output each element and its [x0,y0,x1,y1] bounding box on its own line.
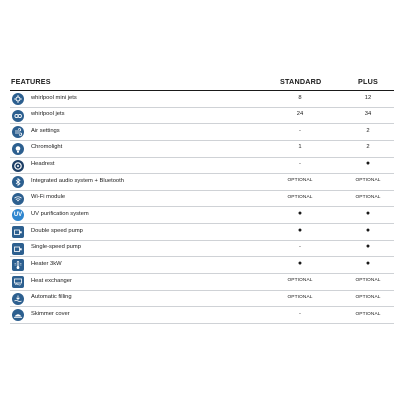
table-row [10,91,394,108]
pump-icon [12,226,24,238]
plus-value: ● [365,160,371,168]
row-label: whirlpool mini jets [31,94,77,101]
light-icon [12,143,24,155]
jets-icon [12,93,24,105]
headrest-icon [12,160,24,172]
table-row [10,158,394,175]
plus-value: OPTIONAL [355,178,381,184]
plus-value: ● [365,226,371,234]
standard-value: - [299,310,301,317]
standard-value: - [299,244,301,251]
row-label: Headrest [31,161,55,168]
standard-value: ● [297,226,303,234]
table-row [10,241,394,258]
row-label: UV purification system [31,210,89,217]
standard-value: 1 [298,144,302,151]
plus-value: 2 [366,144,370,151]
plus-value: 2 [366,127,370,134]
standard-value: OPTIONAL [287,278,313,284]
standard-value: ● [297,209,303,217]
heater-icon [12,259,24,271]
plus-value: 12 [364,94,372,101]
plus-value: OPTIONAL [355,195,381,201]
row-label: Automatic filling [31,294,72,301]
features-header: FEATURES [11,77,51,86]
row-label: Integrated audio system + Bluetooth [31,177,124,184]
table-row [10,191,394,208]
cover-icon [12,309,24,321]
table-row [10,224,394,241]
bluetooth-icon [12,176,24,188]
row-label: Heater 3kW [31,260,62,267]
table-header [10,76,394,91]
pump-icon [12,243,24,255]
standard-value: OPTIONAL [287,195,313,201]
exchanger-icon [12,276,24,288]
jets-icon [12,110,24,122]
filling-icon [12,293,24,305]
standard-value: - [299,161,301,168]
standard-value: 24 [296,111,304,118]
table-row [10,141,394,158]
standard-value: OPTIONAL [287,178,313,184]
row-label: whirlpool jets [31,111,65,118]
standard-header: STANDARD [280,77,322,86]
table-row [10,108,394,125]
row-label: Skimmer cover [31,310,70,317]
plus-value: ● [365,209,371,217]
wifi-icon [12,193,24,205]
standard-value: - [299,127,301,134]
row-label: Chromolight [31,144,63,151]
air-icon [12,126,24,138]
plus-header: PLUS [358,77,378,86]
row-label: Heat exchanger [31,277,72,284]
uv-icon: UV [12,209,24,221]
standard-value: OPTIONAL [287,294,313,300]
table-row [10,291,394,308]
table-row [10,257,394,274]
standard-value: ● [297,259,303,267]
table-row [10,207,394,224]
table-row [10,174,394,191]
plus-value: ● [365,259,371,267]
plus-value: OPTIONAL [355,311,381,317]
standard-value: 8 [298,94,302,101]
row-label: Air settings [31,127,60,134]
row-label: Double speed pump [31,227,83,234]
plus-value: 34 [364,111,372,118]
plus-value: OPTIONAL [355,294,381,300]
table-row [10,274,394,291]
row-label: Single-speed pump [31,244,81,251]
plus-value: OPTIONAL [355,278,381,284]
row-label: Wi-Fi module [31,194,66,201]
table-row [10,124,394,141]
features-table [10,76,394,324]
plus-value: ● [365,243,371,251]
table-row [10,307,394,324]
